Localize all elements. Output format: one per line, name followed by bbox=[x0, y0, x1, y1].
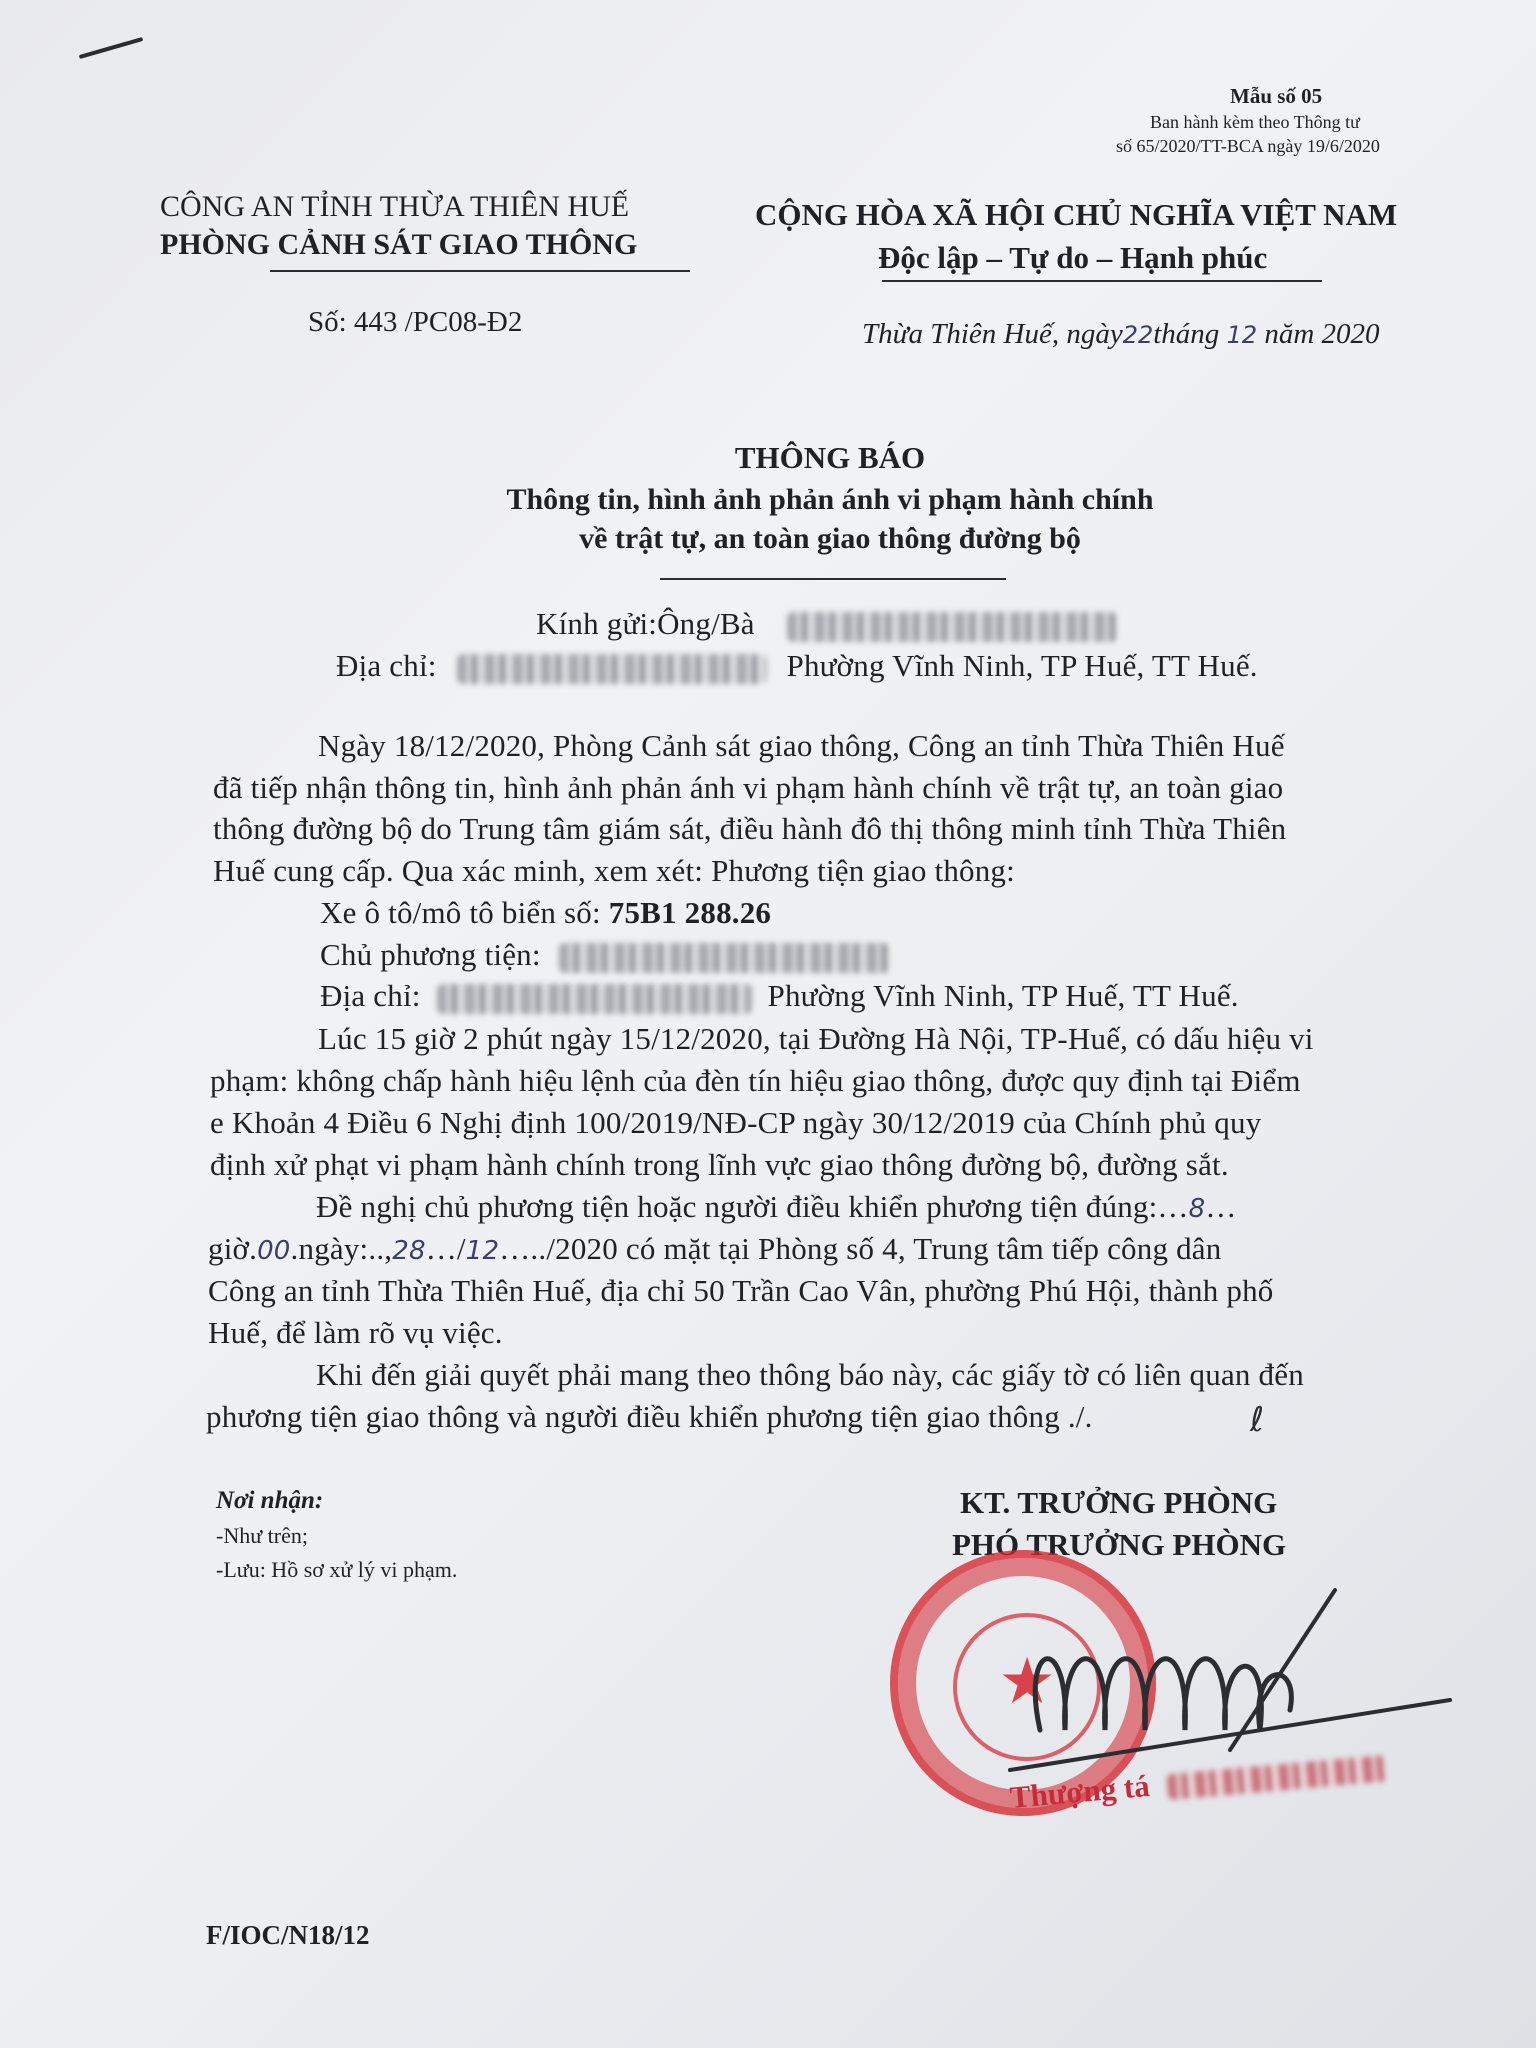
nation-motto: Độc lập – Tự do – Hạnh phúc bbox=[878, 240, 1268, 275]
appointment-day-label: .ngày:.., bbox=[290, 1231, 393, 1266]
owner-line bbox=[320, 937, 889, 973]
appointment-hour: 8 bbox=[1188, 1194, 1206, 1224]
pen-mark bbox=[79, 37, 144, 59]
body-p2-line2: phạm: không chấp hành hiệu lệnh của đèn tín hiệu giao thông, được quy định tại Điểm bbox=[210, 1063, 1301, 1098]
signer-title-1: KT. TRƯỞNG PHÒNG bbox=[960, 1485, 1278, 1520]
body-p3-line4: Huế, để làm rõ vụ việc. bbox=[208, 1315, 503, 1350]
license-plate: 75B1 288.26 bbox=[608, 895, 772, 930]
recipient-address-tail: Phường Vĩnh Ninh, TP Huế, TT Huế. bbox=[786, 648, 1258, 683]
recipient-address-line bbox=[336, 648, 1258, 684]
appointment-prompt-end: … bbox=[1205, 1189, 1237, 1224]
owner-address-tail: Phường Vĩnh Ninh, TP Huế, TT Huế. bbox=[767, 978, 1239, 1013]
recipients-item-2: -Lưu: Hồ sơ xử lý vi phạm. bbox=[216, 1557, 458, 1582]
redacted-owner-name bbox=[559, 943, 889, 973]
body-p1-line4: Huế cung cấp. Qua xác minh, xem xét: Phương tiện giao thông: bbox=[213, 853, 1015, 888]
recipients-item-1: -Như trên; bbox=[216, 1523, 308, 1548]
recipient-line bbox=[536, 606, 1117, 642]
body-p3-line2 bbox=[208, 1231, 1221, 1267]
recipient-greeting: Kính gửi:Ông/Bà bbox=[536, 606, 755, 641]
date-line bbox=[862, 318, 1380, 351]
owner-label: Chủ phương tiện: bbox=[320, 937, 541, 972]
redacted-recipient-name bbox=[787, 612, 1117, 642]
signer-rank: Thượng tá bbox=[1008, 1767, 1151, 1815]
agency-line2: PHÒNG CẢNH SÁT GIAO THÔNG bbox=[160, 228, 638, 261]
body-p2-line4: định xử phạt vi phạm hành chính trong lĩnh vực giao thông đường bộ, đường sắt. bbox=[210, 1147, 1229, 1182]
initial-mark: ℓ bbox=[1250, 1400, 1265, 1440]
motto-underline bbox=[882, 280, 1322, 282]
notice-subtitle-2: về trật tự, an toàn giao thông đường bộ bbox=[579, 522, 1081, 555]
owner-address-label: Địa chỉ: bbox=[320, 978, 421, 1013]
owner-address-line bbox=[320, 978, 1239, 1014]
stamp-star-icon: ★ bbox=[998, 1645, 1056, 1719]
notice-subtitle-1: Thông tin, hình ảnh phản ánh vi phạm hành chính bbox=[506, 483, 1154, 516]
nation-line1: CỘNG HÒA XÃ HỘI CHỦ NGHĨA VIỆT NAM bbox=[755, 197, 1398, 232]
notice-title: THÔNG BÁO bbox=[734, 440, 926, 475]
reference-number: Số: 443 /PC08-Đ2 bbox=[308, 306, 523, 338]
date-month: 12 bbox=[1226, 321, 1258, 349]
body-p2-line1: Lúc 15 giờ 2 phút ngày 15/12/2020, tại Đường Hà Nội, TP-Huế, có dấu hiệu vi bbox=[318, 1021, 1314, 1056]
body-p1-line2: đã tiếp nhận thông tin, hình ảnh phản ánh vi phạm hành chính về trật tự, an toàn giao bbox=[213, 770, 1284, 805]
body-p2-line3: e Khoản 4 Điều 6 Nghị định 100/2019/NĐ-CP ngày 30/12/2019 của Chính phủ quy bbox=[210, 1105, 1262, 1140]
redacted-owner-address bbox=[437, 984, 752, 1014]
signer-title-2: PHÓ TRƯỞNG PHÒNG bbox=[952, 1527, 1287, 1562]
recipients-title: Nơi nhận: bbox=[216, 1487, 324, 1514]
vehicle-line bbox=[320, 895, 771, 931]
appointment-day: 28 bbox=[392, 1236, 426, 1266]
vehicle-label: Xe ô tô/mô tô biển số: bbox=[320, 895, 601, 930]
date-day: 22 bbox=[1122, 321, 1154, 349]
body-p4-line2: phương tiện giao thông và người điều khiển phương tiện giao thông ./. bbox=[206, 1399, 1093, 1434]
body-p1-line3: thông đường bộ do Trung tâm giám sát, điều hành đô thị thông minh tỉnh Thừa Thiên bbox=[213, 811, 1287, 846]
appointment-minute: 00 bbox=[257, 1236, 291, 1266]
body-p3-line1 bbox=[316, 1189, 1237, 1225]
date-year: năm 2020 bbox=[1264, 318, 1380, 350]
appointment-prompt: Đề nghị chủ phương tiện hoặc người điều khiển phương tiện đúng:… bbox=[316, 1189, 1189, 1224]
agency-underline bbox=[270, 270, 690, 272]
appointment-location: …../2020 có mặt tại Phòng số 4, Trung tâm tiếp công dân bbox=[499, 1231, 1222, 1266]
form-issued-line1: Ban hành kèm theo Thông tư bbox=[1150, 112, 1360, 132]
appointment-hour-label: giờ. bbox=[208, 1231, 258, 1266]
agency-line1: CÔNG AN TỈNH THỪA THIÊN HUẾ bbox=[160, 190, 630, 223]
document-code: F/IOC/N18/12 bbox=[206, 1920, 370, 1950]
appointment-month: 12 bbox=[465, 1236, 500, 1266]
title-underline bbox=[660, 578, 1006, 580]
body-p3-line3: Công an tỉnh Thừa Thiên Huế, địa chỉ 50 Trần Cao Vân, phường Phú Hội, thành phố bbox=[208, 1273, 1274, 1308]
date-month-word: tháng bbox=[1153, 318, 1220, 350]
recipient-address-label: Địa chỉ: bbox=[336, 648, 437, 683]
appointment-sep: …/ bbox=[425, 1231, 466, 1266]
body-p4-line1: Khi đến giải quyết phải mang theo thông báo này, các giấy tờ có liên quan đến bbox=[316, 1357, 1304, 1392]
form-issued-line2: số 65/2020/TT-BCA ngày 19/6/2020 bbox=[1116, 136, 1380, 156]
form-number: Mẫu số 05 bbox=[1230, 84, 1323, 108]
redacted-recipient-address bbox=[457, 654, 767, 684]
body-p1-line1: Ngày 18/12/2020, Phòng Cảnh sát giao thông, Công an tỉnh Thừa Thiên Huế bbox=[318, 728, 1285, 763]
date-prefix: Thừa Thiên Huế, ngày bbox=[862, 318, 1123, 350]
